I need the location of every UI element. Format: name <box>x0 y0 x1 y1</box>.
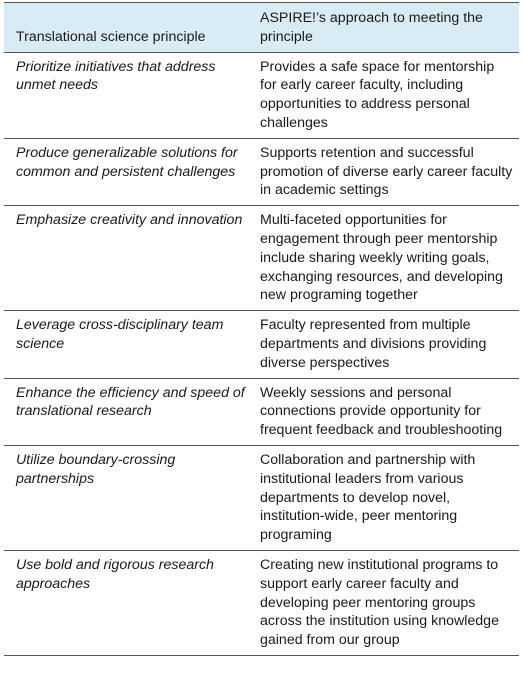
principle-cell: Enhance the efficiency and speed of translational research <box>4 378 254 445</box>
approach-cell: Faculty represented from multiple departments and divisions providing diverse perspectives <box>254 311 519 378</box>
table-row <box>4 445 519 550</box>
approach-cell: Multi-faceted opportunities for engagement through peer mentorship include sharing weekly writing goals, exchanging resources, and developing new programing together <box>254 206 519 311</box>
principle-cell: Emphasize creativity and innovation <box>4 206 254 311</box>
table-row <box>4 378 519 445</box>
table-row <box>4 52 519 138</box>
approach-cell: Creating new institutional programs to support early career faculty and developing peer mentoring groups across the institution using knowledge gained from our group <box>254 550 519 655</box>
principle-cell: Utilize boundary-crossing partnerships <box>4 445 254 550</box>
table-body <box>4 52 519 655</box>
table-row <box>4 550 519 655</box>
table-header <box>4 3 519 53</box>
approach-cell: Provides a safe space for mentorship for early career faculty, including opportunities to address personal challenges <box>254 52 519 138</box>
approach-cell: Supports retention and successful promotion of diverse early career faculty in academic settings <box>254 138 519 205</box>
column-header-principle: Translational science principle <box>4 3 254 53</box>
header-row <box>4 3 519 53</box>
principle-cell: Use bold and rigorous research approaches <box>4 550 254 655</box>
table-row <box>4 206 519 311</box>
table-row <box>4 138 519 205</box>
principles-table <box>4 2 519 656</box>
principle-cell: Produce generalizable solutions for common and persistent challenges <box>4 138 254 205</box>
table-row <box>4 311 519 378</box>
column-header-approach: ASPIRE!’s approach to meeting the principle <box>254 3 519 53</box>
principle-cell: Leverage cross-disciplinary team science <box>4 311 254 378</box>
approach-cell: Weekly sessions and personal connections provide opportunity for frequent feedback and troubleshooting <box>254 378 519 445</box>
principle-cell: Prioritize initiatives that address unmet needs <box>4 52 254 138</box>
approach-cell: Collaboration and partnership with institutional leaders from various departments to develop novel, institution-wide, peer mentoring programing <box>254 445 519 550</box>
